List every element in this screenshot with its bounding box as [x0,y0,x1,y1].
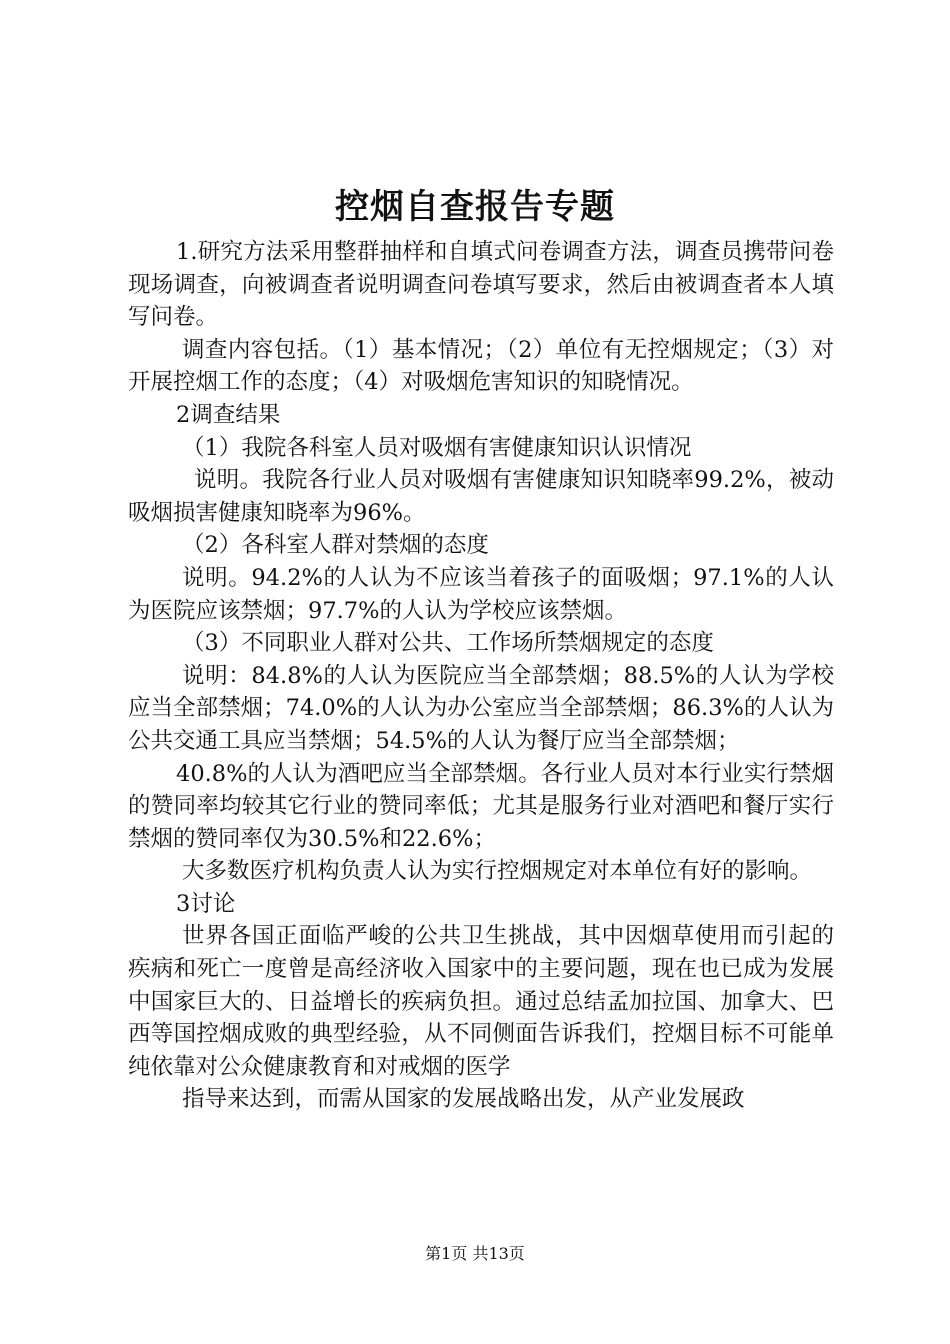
paragraph-attitude-note: 说明。94.2%的人认为不应该当着孩子的面吸烟；97.1%的人认为医院应该禁烟；97.7%的人认为学校应该禁烟。 [128,564,834,624]
paragraph-bar-smoking: 40.8%的人认为酒吧应当全部禁烟。各行业人员对本行业实行禁烟的赞同率均较其它行业的赞同率低；尤其是服务行业对酒吧和餐厅实行禁烟的赞同率仅为30.5%和22.6%； [128,760,834,852]
paragraph-discussion: 世界各国正面临严峻的公共卫生挑战，其中因烟草使用而引起的疾病和死亡一度曾是高经济收入国家中的主要问题，现在也已成为发展中国家巨大的、日益增长的疾病负担。通过总结孟加拉国、加拿大、巴西等国控烟成败的典型经验，从不同侧面告诉我们，控烟目标不可能单纯依靠对公众健康教育和对戒烟的医学 [128,923,834,1080]
heading-survey-results: 2调查结果 [176,401,281,428]
document-body [128,236,834,1116]
subheading-workplace: （3）不同职业人群对公共、工作场所禁烟规定的态度 [182,630,714,657]
paragraph-workplace-note: 说明：84.8%的人认为医院应当全部禁烟；88.5%的人认为学校应当全部禁烟；74.0%的人认为办公室应当全部禁烟；86.3%的人认为公共交通工具应当禁烟；54.5%的人认为餐厅应当全部禁烟； [128,662,834,754]
paragraph-survey-content: 调查内容包括。（1）基本情况；（2）单位有无控烟规定；（3）对开展控烟工作的态度；（4）对吸烟危害知识的知晓情况。 [128,336,834,396]
subheading-knowledge: （1）我院各科室人员对吸烟有害健康知识认识情况 [182,434,692,461]
document-title: 控烟自查报告专题 [335,187,615,227]
heading-discussion: 3讨论 [176,890,236,917]
subheading-attitude: （2）各科室人群对禁烟的态度 [182,532,489,559]
paragraph-medical-institutions: 大多数医疗机构负责人认为实行控烟规定对本单位有好的影响。 [182,858,813,885]
paragraph-guidance: 指导来达到，而需从国家的发展战略出发，从产业发展政 [182,1086,745,1113]
paragraph-research-method: 1.研究方法采用整群抽样和自填式问卷调查方法，调查员携带问卷现场调查，向被调查者说明调查问卷填写要求，然后由被调查者本人填写问卷。 [128,239,834,331]
paragraph-knowledge-note: 说明。我院各行业人员对吸烟有害健康知识知晓率99.2%，被动吸烟损害健康知晓率为96%。 [128,467,834,526]
page-footer: 第1页 共13页 [425,1244,525,1263]
